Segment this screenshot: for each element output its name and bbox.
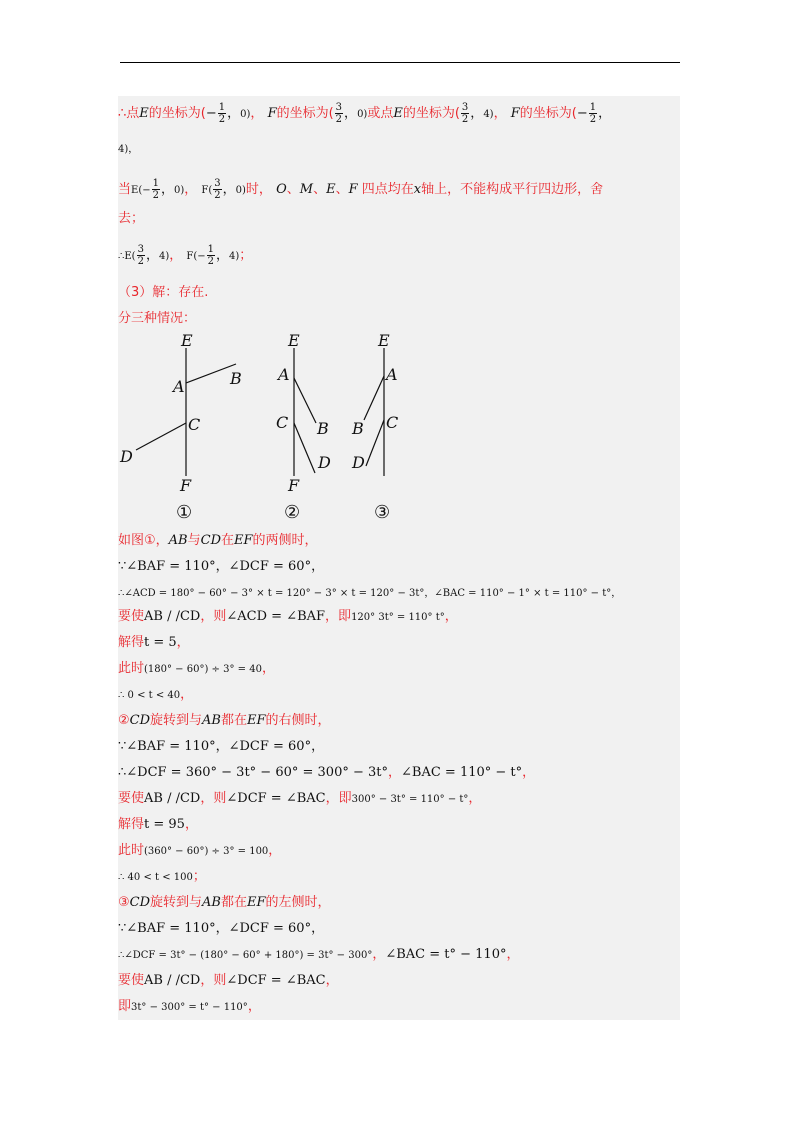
math: 4) (483, 109, 494, 120)
header-rule (120, 62, 680, 63)
math: ， (222, 182, 236, 197)
text: ， (268, 843, 282, 858)
text: ， (176, 635, 190, 650)
text: 旋转到与 (150, 895, 203, 910)
numerator: 1 (207, 244, 214, 255)
text: ， (325, 973, 339, 988)
math: 0) (235, 185, 246, 196)
math: ∴∠ACD = 180° − 60° − 3° × t = 120° − 3° × t = 120° − 3t°，∠BAC = 110° − 1° × t = 110° − t°， (118, 588, 622, 599)
math-var: x (413, 182, 422, 197)
text-line (118, 140, 138, 159)
geometry-figures (118, 328, 418, 523)
math-var: O (276, 182, 287, 197)
text: ∴点 (118, 106, 140, 121)
text: 去； (118, 211, 145, 226)
text: ， (388, 765, 402, 780)
fraction (218, 102, 226, 125)
line-cd (136, 423, 186, 450)
line-ab (186, 364, 236, 383)
line-ab (294, 378, 316, 423)
numerator: 3 (214, 178, 221, 189)
text: 即 (118, 999, 132, 1014)
label-a: A (386, 365, 398, 384)
label-d: D (318, 453, 331, 472)
text-line (118, 920, 324, 938)
text: 或点 (367, 106, 394, 121)
math: CD (129, 895, 151, 910)
text: 要使 (118, 609, 145, 624)
math: ， (470, 106, 484, 121)
solution-body (118, 96, 680, 1020)
fraction (335, 102, 343, 125)
text: 的坐标为( (519, 106, 577, 121)
text-line (118, 310, 196, 328)
math: ， (227, 106, 241, 121)
denominator: 2 (207, 256, 214, 267)
text: 与 (187, 533, 201, 548)
text: ； (239, 248, 253, 263)
line-ab (364, 376, 384, 420)
text: 都在 (221, 895, 248, 910)
text-line (118, 816, 198, 834)
label-d: D (120, 447, 133, 466)
math: 4) (158, 251, 170, 262)
math: 300° − 3t° = 110° − t° (351, 794, 469, 805)
text: 、 (313, 182, 327, 197)
text-line (118, 712, 331, 730)
label-f: F (180, 476, 192, 495)
denominator: 2 (589, 114, 597, 125)
math: AB / /CD (144, 791, 201, 806)
denominator: 2 (335, 114, 343, 125)
line-cd (294, 423, 315, 473)
text: ， (261, 661, 275, 676)
text: 要使 (118, 791, 145, 806)
text: （3）解：存在. (118, 285, 209, 300)
text-line (118, 584, 621, 603)
math: ∠DCF = ∠BAC (226, 973, 326, 988)
label-b: B (352, 419, 364, 438)
math: 3t° − 300° = t° − 110° (131, 1002, 248, 1013)
math: F(− (186, 251, 206, 262)
math: ， (598, 106, 612, 121)
text: 的两侧时， (252, 533, 318, 548)
math: ， (160, 182, 174, 197)
math: EF (234, 533, 253, 548)
label-b: B (317, 419, 329, 438)
text: 此时 (118, 843, 145, 858)
math: AB / /CD (144, 973, 201, 988)
math: ， (145, 248, 159, 263)
text: ， (444, 609, 458, 624)
text: ， (506, 947, 520, 962)
text: ， (184, 817, 198, 832)
numerator: 3 (335, 102, 343, 113)
math-var: F (267, 106, 277, 121)
text: 的左侧时， (265, 895, 331, 910)
text-line (118, 660, 275, 679)
numerator: 1 (152, 178, 159, 189)
text-line (118, 842, 281, 861)
math: 4) (228, 251, 240, 262)
label-d: D (352, 453, 365, 472)
text: ② (118, 713, 130, 728)
text: 轴上，不能构成平行四边形，舍 (421, 182, 604, 197)
text: 的坐标为( (276, 106, 334, 121)
fraction (461, 102, 469, 125)
math: ∵∠BAF = 110°，∠DCF = 60°， (118, 921, 325, 936)
text: 解得 (118, 635, 145, 650)
math: ， (344, 106, 358, 121)
math: 120° 3t° = 110° t° (351, 612, 445, 623)
denominator: 2 (137, 256, 144, 267)
text-line: ∴点E的坐标为(− $\frac{1}{2}$ ，0)， F的坐标为( $\frac{3}{2}$ ，0)或点E的坐标为( $\frac{3}{2}$ ，4)， F的坐标为(− $\frac{1}{2}$ ， (118, 102, 612, 125)
math: ∠ACD = ∠BAF (226, 609, 326, 624)
math: ∴E( (118, 251, 136, 262)
fraction (137, 244, 145, 267)
label-e: E (288, 331, 300, 350)
text: ③ (118, 895, 130, 910)
math: 0) (357, 109, 368, 120)
text: 当 (118, 182, 132, 197)
math: ∠DCF = ∠BAC (226, 791, 326, 806)
math: ∴∠DCF = 3t° − (180° − 60° + 180°) = 3t° − 300° (118, 950, 373, 961)
text-line (118, 210, 144, 228)
math: ∠BAC = t° − 110° (385, 947, 507, 962)
label-b: B (230, 369, 242, 388)
figure-2 (276, 331, 331, 523)
text-line (118, 790, 481, 809)
figure-3 (351, 331, 398, 523)
text: 在 (221, 533, 235, 548)
text-line (118, 764, 535, 782)
denominator: 2 (214, 190, 221, 201)
math: 0) (174, 185, 185, 196)
math: AB / /CD (144, 609, 201, 624)
numerator: 3 (137, 244, 144, 255)
figure-1 (119, 331, 242, 523)
math: F( (201, 185, 213, 196)
math: EF (247, 713, 266, 728)
text-line (118, 608, 458, 627)
math: (360° − 60°) ÷ 3° = 100 (144, 846, 269, 857)
text: 要使 (118, 973, 145, 988)
math: t = 95 (144, 817, 185, 832)
text-line: 当E(− $\frac{1}{2}$ ，0)， F( $\frac{3}{2}$ ，0)时， O、M、E、F 四点均在x轴上，不能构成平行四边形，舍 (118, 178, 604, 201)
text-line (118, 738, 324, 756)
math: ∴ 40 < t < 100 (118, 872, 193, 883)
math: − (576, 106, 588, 121)
math: AB (202, 895, 221, 910)
math: ∠BAC = 110° − t° (401, 765, 523, 780)
math-var: F (510, 106, 520, 121)
text: 旋转到与 (150, 713, 203, 728)
label-a: A (278, 365, 290, 384)
text: 此时 (118, 661, 145, 676)
math: 4)， (118, 144, 139, 155)
text: ； (192, 869, 206, 884)
text: 的坐标为( (148, 106, 206, 121)
text: ， (468, 791, 482, 806)
math: AB (168, 533, 188, 548)
caption-2: ② (284, 502, 301, 523)
math: ∵∠BAF = 110°，∠DCF = 60°， (118, 739, 325, 754)
numerator: 1 (589, 102, 597, 113)
text: 时， (245, 182, 272, 197)
math-var: E (393, 106, 403, 121)
label-c: C (188, 415, 201, 434)
math: ， (215, 248, 229, 263)
text: 、 (335, 182, 349, 197)
math-var: E (139, 106, 149, 121)
text-line (118, 284, 208, 302)
math: (180° − 60°) ÷ 3° = 40 (144, 664, 262, 675)
text: ， (522, 765, 536, 780)
line-cd (366, 420, 384, 466)
text: ，则 (200, 609, 227, 624)
math: ∴∠DCF = 360° − 3t° − 60° = 300° − 3t° (118, 765, 388, 780)
text: ，即 (325, 609, 352, 624)
math: − (205, 106, 217, 121)
text: ，则 (200, 791, 227, 806)
text: ， (372, 947, 386, 962)
denominator: 2 (461, 114, 469, 125)
math: 0) (240, 109, 251, 120)
caption-3: ③ (374, 502, 391, 523)
text: 都在 (221, 713, 248, 728)
text-line (118, 972, 339, 990)
math: ∴ 0 < t < 40 (118, 690, 181, 701)
math: t = 5 (144, 635, 177, 650)
text-line (118, 868, 206, 887)
math: CD (200, 533, 221, 548)
text: ， (247, 999, 261, 1014)
label-a: A (173, 377, 185, 396)
fraction (207, 244, 215, 267)
numerator: 3 (461, 102, 469, 113)
text: 四点均在 (361, 182, 414, 197)
text-line (118, 634, 190, 652)
text-line (118, 686, 193, 705)
math-var: E (326, 182, 336, 197)
text: ，即 (325, 791, 352, 806)
text: 如图①， (118, 533, 169, 548)
text-line (118, 532, 318, 550)
fraction (589, 102, 597, 125)
text: ， (180, 687, 194, 702)
math: AB (202, 713, 221, 728)
math: E(− (131, 185, 151, 196)
caption-1: ① (176, 502, 193, 523)
text: 、 (286, 182, 300, 197)
text: ，则 (200, 973, 227, 988)
numerator: 1 (218, 102, 226, 113)
text-line (118, 558, 324, 576)
text: 解得 (118, 817, 145, 832)
math: CD (129, 713, 151, 728)
math: EF (247, 895, 266, 910)
text: 分三种情况： (118, 311, 197, 326)
text: 的坐标为( (402, 106, 460, 121)
text-line (118, 894, 331, 912)
label-e: E (378, 331, 390, 350)
text: 的右侧时， (265, 713, 331, 728)
math-var: F (348, 182, 358, 197)
label-e: E (181, 331, 193, 350)
text-line: ∴E( $\frac{3}{2}$ ，4)， F(− $\frac{1}{2}$ ，4)； (118, 244, 253, 267)
label-c: C (386, 413, 399, 432)
label-c: C (276, 413, 289, 432)
fraction (152, 178, 160, 201)
math-var: M (299, 182, 314, 197)
math: ∵∠BAF = 110°，∠DCF = 60°， (118, 559, 325, 574)
text-line (118, 998, 261, 1017)
label-f: F (288, 476, 300, 495)
denominator: 2 (218, 114, 226, 125)
text-line (118, 946, 520, 965)
fraction (213, 178, 221, 201)
denominator: 2 (152, 190, 159, 201)
